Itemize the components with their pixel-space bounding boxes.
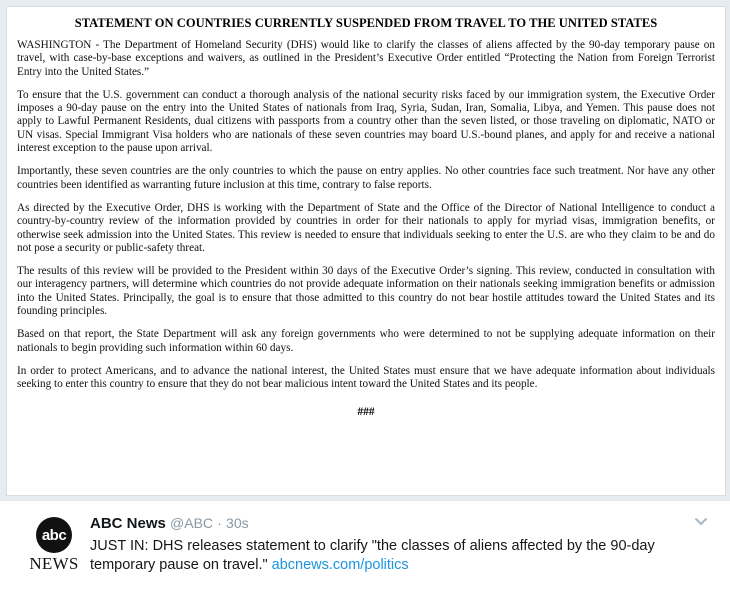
paragraph-7: In order to protect Americans, and to advance the national interest, the United States must ensure that we have adequate information about individuals seeking to enter this country to ensure that they do not bear malicious intent toward the United States and its people. (17, 364, 715, 391)
tweet-text (90, 537, 710, 575)
tweet-header (90, 515, 249, 532)
abc-news-logo[interactable] (24, 517, 84, 574)
tweet-time[interactable]: 30s (226, 515, 249, 531)
statement-title: STATEMENT ON COUNTRIES CURRENTLY SUSPENDED FROM TRAVEL TO THE UNITED STATES (74, 16, 658, 30)
tweet-card[interactable] (0, 500, 730, 599)
paragraph-6: Based on that report, the State Department will ask any foreign governments who were determined to not be supplying adequate information on their nationals to begin providing such information within 60 days. (17, 328, 715, 354)
abc-logo-circle: abc (36, 517, 72, 553)
paragraph-4: As directed by the Executive Order, DHS is working with the Department of State and the Office of the Director of National Intelligence to conduct a country-by-country review of the information provided by countries in order for their nationals to apply for myriad visas, immigration benefits, or otherwise seek admission into the United States. This review is needed to ensure that individuals seeking to enter the U.S. are who they claim to be and do not pose a security or public-safety threat. (17, 201, 715, 254)
meta-separator: · (217, 515, 222, 531)
tweet-link[interactable]: abcnews.com/politics (271, 557, 409, 573)
news-logo-word: NEWS (29, 554, 79, 573)
tweet-body: JUST IN: DHS releases statement to clarify "the classes of aliens affected by the 90-day temporary pause on travel." (90, 538, 655, 573)
paragraph-2: To ensure that the U.S. government can conduct a thorough analysis of the national security risks faced by our immigration system, the Executive Order imposes a 90-day pause on the entry into the United States of nationals from Iraq, Syria, Sudan, Iran, Somalia, Libya, and Yemen. This pause does not apply to Lawful Permanent Residents, dual citizens with passports from a country other than the seven listed, or those traveling on diplomatic, NATO or UN visas. Special Immigrant Visa holders who are nationals of these seven countries may board U.S.-bound planes, and apply for and receive a national interest exception to the pause upon arrival. (17, 88, 715, 155)
author-handle[interactable]: @ABC (170, 515, 214, 531)
statement-document (6, 6, 726, 496)
chevron-down-icon[interactable] (694, 517, 708, 527)
paragraph-1: WASHINGTON - The Department of Homeland Security (DHS) would like to clarify the classes of aliens affected by the 90-day temporary pause on travel, with case-by-base exceptions and waivers, as outlined in the President’s Executive Order entitled “Protecting the Nation from Foreign Terrorist Entry into the United States.” (17, 39, 715, 78)
paragraph-3: Importantly, these seven countries are the only countries to which the pause on entry applies. No other countries face such treatment. Nor have any other countries been identified as warranting future inclusion at this time, contrary to false reports. (17, 165, 715, 191)
paragraph-5: The results of this review will be provided to the President within 30 days of the Executive Order’s signing. This review, conducted in consultation with our interagency partners, will determine which countries do not provide adequate information on their nationals seeking immigration benefits or admission into the United States. Principally, the goal is to ensure that those admitted to this country do not bear hostile attitudes toward the United States and its founding principles. (17, 265, 715, 318)
end-mark: ### (357, 405, 375, 418)
author-name[interactable]: ABC News (90, 515, 166, 532)
